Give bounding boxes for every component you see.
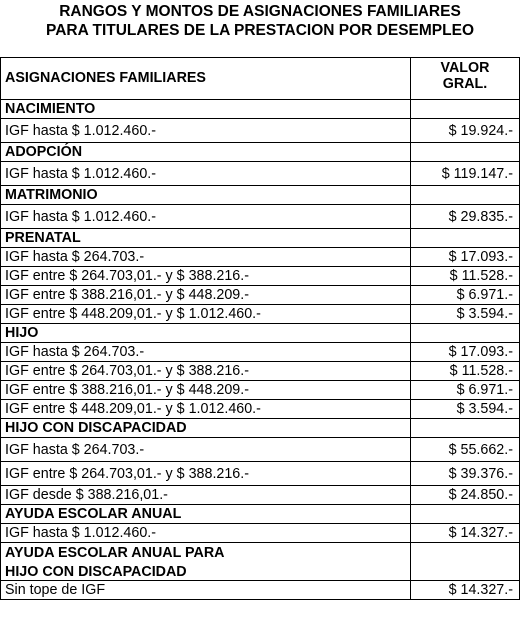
allowance-value: $ 55.662.-	[448, 441, 513, 458]
header-asignaciones-familiares: ASIGNACIONES FAMILIARES	[5, 70, 206, 86]
allowance-value: $ 17.093.-	[448, 344, 513, 360]
table-row	[0, 381, 520, 400]
income-range-label: IGF entre $ 264.703,01.- y $ 388.216.-	[5, 363, 249, 379]
category-label: AYUDA ESCOLAR ANUAL	[5, 506, 182, 522]
table-row	[0, 286, 520, 305]
category-row	[0, 419, 520, 438]
table-row	[0, 486, 520, 505]
category-label: NACIMIENTO	[5, 101, 96, 117]
income-range-label: IGF entre $ 264.703,01.- y $ 388.216.-	[5, 465, 249, 482]
category-label: ADOPCIÓN	[5, 144, 83, 160]
income-range-label: IGF hasta $ 1.012.460.-	[5, 122, 157, 139]
table-row	[0, 438, 520, 462]
allowance-value: $ 119.147.-	[441, 165, 513, 182]
income-range-label: Sin tope de IGF	[5, 582, 106, 598]
table-row	[0, 119, 520, 143]
allowance-value: $ 6.971.-	[456, 382, 513, 398]
category-label: MATRIMONIO	[5, 187, 98, 203]
allowance-value: $ 39.376.-	[448, 465, 513, 482]
table-row	[0, 162, 520, 186]
category-label: AYUDA ESCOLAR ANUAL PARA HIJO CON DISCAPACIDAD	[5, 545, 225, 580]
allowance-value: $ 11.528.-	[449, 363, 513, 379]
category-row	[0, 543, 520, 581]
category-label: PRENATAL	[5, 230, 81, 246]
category-row	[0, 143, 520, 162]
category-row	[0, 100, 520, 119]
income-range-label: IGF entre $ 264.703,01.- y $ 388.216.-	[5, 268, 249, 284]
income-range-label: IGF entre $ 448.209,01.- y $ 1.012.460.-	[5, 306, 261, 322]
income-range-label: IGF hasta $ 264.703.-	[5, 441, 145, 458]
table-row	[0, 462, 520, 486]
allowance-value: $ 3.594.-	[456, 306, 513, 322]
category-label: HIJO	[5, 325, 39, 341]
income-range-label: IGF entre $ 448.209,01.- y $ 1.012.460.-	[5, 401, 261, 417]
allowance-table	[0, 57, 520, 600]
table-row	[0, 581, 520, 600]
allowance-value: $ 11.528.-	[449, 268, 513, 284]
table-row	[0, 400, 520, 419]
header-valor-gral: VALOR GRAL.	[440, 60, 490, 92]
income-range-label: IGF hasta $ 264.703.-	[5, 344, 145, 360]
allowance-value: $ 3.594.-	[456, 401, 513, 417]
category-row	[0, 229, 520, 248]
income-range-label: IGF hasta $ 1.012.460.-	[5, 525, 157, 541]
table-row	[0, 362, 520, 381]
document-title-line-1: RANGOS Y MONTOS DE ASIGNACIONES FAMILIARES	[59, 3, 461, 20]
allowance-value: $ 17.093.-	[448, 249, 513, 265]
income-range-label: IGF entre $ 388.216,01.- y $ 448.209.-	[5, 382, 249, 398]
allowance-value: $ 29.835.-	[448, 208, 513, 225]
table-row	[0, 267, 520, 286]
category-label: HIJO CON DISCAPACIDAD	[5, 420, 187, 436]
income-range-label: IGF entre $ 388.216,01.- y $ 448.209.-	[5, 287, 249, 303]
allowance-value: $ 19.924.-	[448, 122, 513, 139]
table-row	[0, 305, 520, 324]
allowance-value: $ 24.850.-	[448, 487, 513, 503]
income-range-label: IGF hasta $ 1.012.460.-	[5, 165, 157, 182]
table-row	[0, 205, 520, 229]
allowance-value: $ 14.327.-	[448, 582, 513, 598]
allowance-value: $ 6.971.-	[456, 287, 513, 303]
table-header-row	[0, 57, 520, 100]
category-row	[0, 324, 520, 343]
document-title-line-2: PARA TITULARES DE LA PRESTACION POR DESEMPLEO	[46, 22, 474, 39]
income-range-label: IGF hasta $ 1.012.460.-	[5, 208, 157, 225]
table-row	[0, 524, 520, 543]
category-row	[0, 505, 520, 524]
table-row	[0, 248, 520, 267]
table-row	[0, 343, 520, 362]
category-row	[0, 186, 520, 205]
income-range-label: IGF desde $ 388.216,01.-	[5, 487, 168, 503]
allowance-value: $ 14.327.-	[448, 525, 513, 541]
income-range-label: IGF hasta $ 264.703.-	[5, 249, 145, 265]
